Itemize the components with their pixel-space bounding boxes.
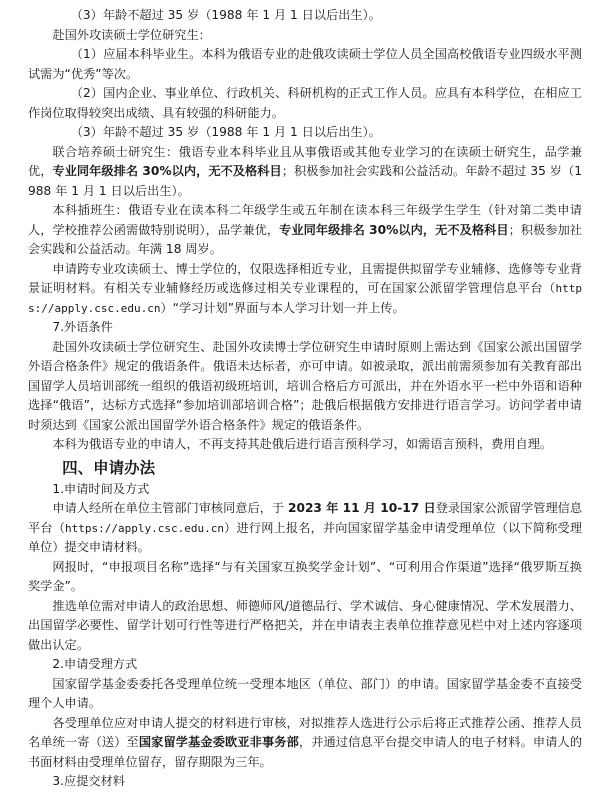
- paragraph: [28, 6, 582, 26]
- text-segment: 登录国家公派留学管理信息平台（: [28, 501, 583, 535]
- paragraph: [28, 45, 582, 84]
- text-segment: 各受理单位应对申请人提交的材料进行审核，对拟推荐人选进行公示后将正式推荐公函、推荐人员名单统一寄（送）至: [28, 715, 582, 749]
- text-segment: ；积极参加社会实践和公益活动。年龄不超过 35 岁（1988 年 1 月 1 日以后出生）。: [28, 164, 582, 198]
- paragraph: [28, 123, 582, 143]
- paragraph: [28, 480, 582, 500]
- text-segment: （2）国内企业、事业单位、行政机关、科研机构的正式工作人员。应具有本科学位，在相应工作岗位取得较突出成绩、具有较强的科研能力。: [28, 86, 582, 120]
- url-text: https://apply.csc.edu.cn: [65, 521, 224, 535]
- paragraph: [28, 84, 582, 123]
- text-segment: 3.应提交材料: [52, 774, 125, 788]
- text-segment: 国家留学基金委委托各受理单位统一受理本地区（单位、部门）的申请。国家留学基金委不直接受理个人申请。: [28, 676, 582, 710]
- text-segment: 本科为俄语专业的申请人，不再支持其赴俄后进行语言预科学习，如需语言预科，费用自理。: [52, 437, 553, 451]
- text-segment: 赴国外攻读硕士学位研究生：: [52, 27, 211, 42]
- text-segment: 申请跨专业攻读硕士、博士学位的，仅限选择相近专业，且需提供拟留学专业辅修、选修等专业背景证明材料。有相关专业辅修经历或选修过相关专业课程的，可在国家公派留学管理信息平台（: [28, 261, 582, 295]
- text-segment: 2.申请受理方式: [52, 657, 138, 671]
- paragraph: [28, 435, 582, 455]
- paragraph: [28, 655, 582, 675]
- text-segment: ）“学习计划”界面与本人学习计划一并上传。: [160, 300, 405, 315]
- text-segment: 联合培养硕士研究生：俄语专业本科毕业且从事俄语或其他专业学习的在读硕士研究生，品学兼优，: [28, 144, 582, 178]
- paragraph: [28, 597, 582, 656]
- text-segment: （3）年龄不超过 35 岁（1988 年 1 月 1 日以后出生）。: [70, 125, 381, 139]
- paragraph: [28, 499, 582, 558]
- bold-text: 2023 年 11 月 10-17 日: [287, 501, 436, 515]
- url-text: https://apply.csc.edu.cn: [28, 282, 582, 315]
- paragraph: [28, 772, 582, 792]
- paragraph: [28, 26, 582, 46]
- text-segment: ；积极参加社会实践和公益活动。年满 18 周岁。: [28, 222, 582, 256]
- text-segment: 网报时，“申报项目名称”选择“与有关国家互换奖学金计划”、“可利用合作渠道”选择“俄罗斯互换奖学金”。: [28, 559, 582, 593]
- bold-text: 专业同年级排名 30%以内，无不及格科目: [279, 222, 509, 237]
- text-segment: 赴国外攻读硕士学位研究生、赴国外攻读博士学位研究生申请时原则上需达到《国家公派出国留学外语合格条件》规定的俄语条件。俄语未达标者，亦可申请。如被录取，派出前需须参加有关教育部出国留学人员培训部统一组织的俄语初级班培训，培训合格后方可派出，并在外语水平一栏中外语和语种选择“俄语”，达标方式选择“参加培训部培训合格”；赴俄后根据俄方安排进行语言学习。访问学者申请时须达到《国家公派出国留学外语合格条件》规定的俄语条件。: [28, 339, 582, 432]
- text-segment: 四、申请办法: [62, 458, 156, 477]
- paragraph: [28, 558, 582, 597]
- section-heading: [28, 457, 582, 479]
- paragraph: [28, 143, 582, 202]
- text-segment: 7.外语条件: [52, 320, 113, 334]
- text-segment: （1）应届本科毕业生。本科为俄语专业的赴俄攻读硕士学位人员全国高校俄语专业四级水平测试需为“优秀”等次。: [28, 47, 582, 81]
- paragraph: [28, 714, 582, 773]
- text-segment: 申请人经所在单位主管部门审核同意后，于: [52, 501, 288, 515]
- paragraph: [28, 318, 582, 338]
- text-segment: （3）年龄不超过 35 岁（1988 年 1 月 1 日以后出生）。: [70, 8, 381, 22]
- text-segment: 1.申请时间及方式: [52, 481, 150, 496]
- text-segment: ）进行网上报名，并向国家留学基金申请受理单位（以下简称受理单位）提交申请材料。: [28, 520, 583, 554]
- bold-text: 国家留学基金委欧亚非事务部: [138, 735, 299, 749]
- text-segment: ，并通过信息平台提交申请人的电子材料。申请人的书面材料由受理单位留存，留存期限为三年。: [28, 735, 583, 769]
- paragraph: [28, 675, 582, 714]
- text-segment: 本科插班生：俄语专业在读本科二年级学生或五年制在读本科三年级学生学生（针对第二类申请人，学校推荐公函需做特别说明），品学兼优，: [28, 203, 582, 237]
- paragraph: [28, 338, 582, 436]
- paragraph: [28, 201, 582, 260]
- text-segment: 推选单位需对申请人的政治思想、师德师风/道德品行、学术诚信、身心健康情况、学术发展潜力、出国留学必要性、留学计划可行性等进行严格把关，并在申请表主表单位推荐意见栏中对上述内容逐项做出认定。: [28, 598, 582, 652]
- paragraph: [28, 260, 582, 319]
- bold-text: 专业同年级排名 30%以内，无不及格科目: [52, 164, 282, 178]
